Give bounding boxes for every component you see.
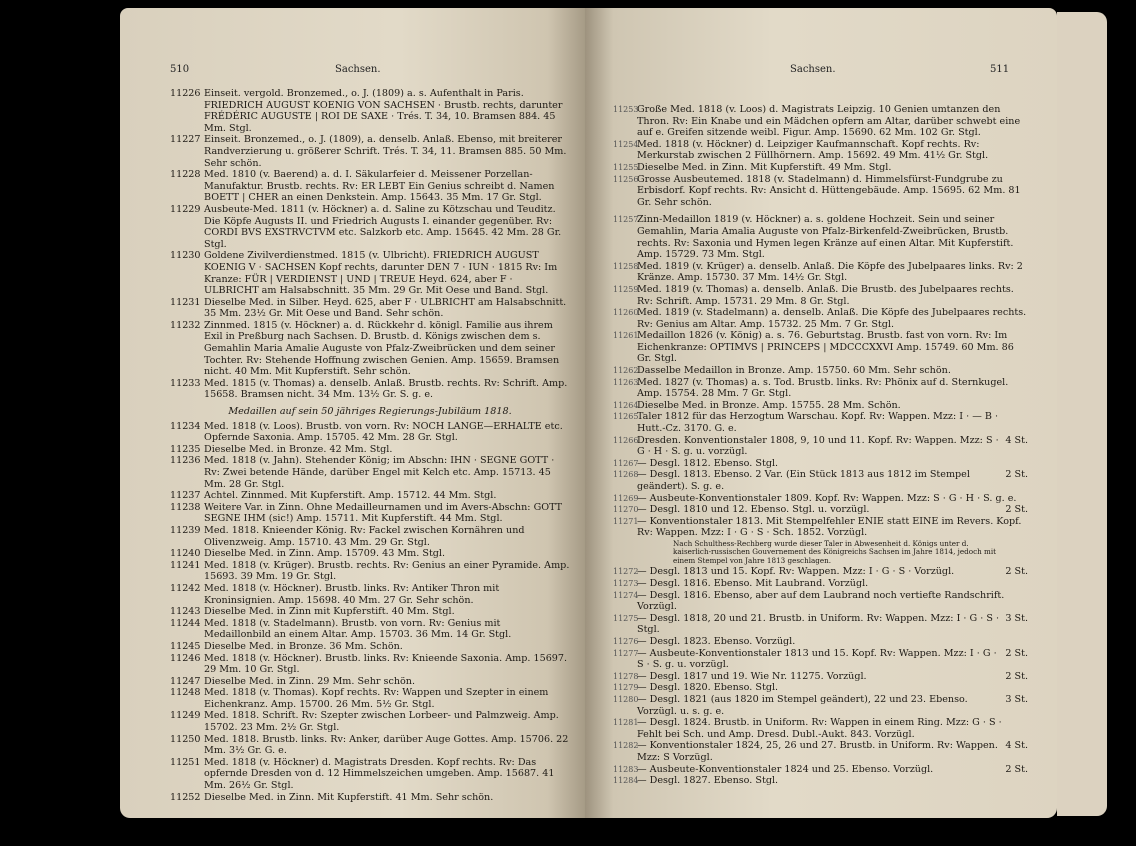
- entry-description: — Desgl. 1816. Ebenso. Mit Laubrand. Vorzügl.: [637, 578, 869, 590]
- catalog-entry: [613, 377, 1028, 400]
- entry-description: Goldene Zivilverdienstmed. 1815 (v. Ulbricht). FRIEDRICH AUGUST KOENIG V · SACHSEN Kopf rechts, darunter DEN 7 · IUN · 1815 Rv: Im Kranze: FÜR | VERDIENST | UND | TREUE Heyd. 624, aber F · ULBRICHT am Halsabschnitt. 35 Mm. 29 Gr. Mit Oese und Band. Stgl.: [204, 250, 558, 297]
- entry-number: 11255: [613, 162, 639, 172]
- catalog-entry: [613, 435, 1028, 458]
- entry-number: 11264: [613, 400, 639, 410]
- entry-quantity: 3 St.: [1005, 694, 1028, 705]
- entry-description: — Desgl. 1823. Ebenso. Vorzügl.: [637, 636, 796, 648]
- entry-number: 11230: [170, 250, 201, 262]
- entry-number: 11244: [170, 617, 201, 629]
- catalog-entry: [613, 590, 1028, 613]
- catalog-entry: [613, 578, 1028, 590]
- entry-quantity: 3 St.: [1005, 612, 1028, 624]
- entry-number: 11259: [613, 284, 639, 294]
- entry-description: — Desgl. 1810 und 12. Ebenso. Stgl. u. vorzügl.: [637, 504, 870, 516]
- entry-number: 11227: [170, 134, 201, 146]
- catalog-entry: [170, 378, 570, 401]
- entry-description: Dieselbe Med. in Zinn. Mit Kupferstift. 49 Mm. Stgl.: [637, 161, 892, 173]
- entry-description: Zinn-Medaillon 1819 (v. Höckner) a. s. goldene Hochzeit. Sein und seiner Gemahlin, Maria Amalia Auguste von Pfalz-Birkenfeld-Zweibrücken, Brustb. rechts. Rv: Saxonia und Hymen legen Kränze auf einen Altar. Mit Kupferstift. Amp. 15729. 73 Mm. Stgl.: [637, 214, 1014, 261]
- catalog-entry: [613, 307, 1028, 330]
- entry-number: 11231: [170, 296, 201, 308]
- entry-description: Med. 1819 (v. Thomas) a. denselb. Anlaß. Die Brustb. des Jubelpaares rechts. Rv: Schrift. Amp. 15731. 29 Mm. 8 Gr. Stgl.: [637, 283, 1014, 307]
- entry-number: 11270: [613, 505, 639, 515]
- entry-description: Dieselbe Med. in Zinn. Mit Kupferstift. 41 Mm. Sehr schön.: [204, 791, 494, 803]
- entry-description: — Desgl. 1820. Ebenso. Stgl.: [637, 682, 779, 694]
- catalog-entry: [170, 792, 570, 804]
- catalog-entry: [613, 504, 1028, 516]
- entry-description: Dieselbe Med. in Silber. Heyd. 625, aber F · ULBRICHT am Halsabschnitt. 35 Mm. 23½ Gr. Mit Oese und Band. Sehr schön.: [204, 296, 567, 320]
- entry-number: 11257: [613, 215, 639, 225]
- entry-description: — Ausbeute-Konventionstaler 1824 und 25. Ebenso. Vorzügl.: [637, 763, 934, 775]
- catalog-entry: [613, 411, 1028, 434]
- catalog-entry: [170, 687, 570, 710]
- entry-number: 11236: [170, 455, 201, 467]
- entry-description: Med. 1818 (v. Loos). Brustb. von vorn. Rv: NOCH LANGE—ERHALTE etc. Opfernde Saxonia. Amp. 15705. 42 Mm. 28 Gr. Stgl.: [204, 420, 563, 444]
- catalog-entry: [170, 169, 570, 204]
- entry-description: Dieselbe Med. in Zinn. 29 Mm. Sehr schön.: [204, 675, 416, 687]
- entry-description: Med. 1819 (v. Krüger) a. denselb. Anlaß. Die Köpfe des Jubelpaares links. Rv: 2 Kränze. Amp. 15730. 37 Mm. 14½ Gr. Stgl.: [637, 260, 1023, 284]
- catalog-entry: [170, 320, 570, 378]
- catalog-entry: [170, 560, 570, 583]
- entry-description: Med. 1818. Brustb. links. Rv: Anker, darüber Auge Gottes. Amp. 15706. 22 Mm. 3½ Gr. G. e.: [204, 733, 569, 757]
- entry-number: 11266: [613, 435, 639, 445]
- entry-number: 11273: [613, 579, 639, 589]
- entry-number: 11237: [170, 490, 201, 502]
- left-page: [120, 8, 585, 818]
- entry-number: 11256: [613, 174, 639, 184]
- entry-description: Dresden. Konventionstaler 1808, 9, 10 und 11. Kopf. Rv: Wappen. Mzz: S · G · H · S. g. u. vorzügl.: [637, 434, 999, 458]
- open-book: [120, 8, 1120, 818]
- entry-description: — Desgl. 1813. Ebenso. 2 Var. (Ein Stück 1813 aus 1812 im Stempel geändert). S. g. e.: [637, 469, 970, 492]
- catalog-entry: [170, 250, 570, 296]
- catalog-entry: [613, 694, 1028, 717]
- catalog-entry: [170, 444, 570, 456]
- entry-description: Medaillon 1826 (v. König) a. s. 76. Geburtstag. Brustb. fast von vorn. Rv: Im Eichenkranze: OPTIMVS | PRINCEPS | MDCCCXXVI Amp. 15749. 60 Mm. 86 Gr. Stgl.: [637, 330, 1014, 365]
- entry-description: Weitere Var. in Zinn. Ohne Medailleurnamen und im Avers-Abschn: GOTT SEGNE IHM (sic!) Amp. 15711. Mit Kupferstift. 44 Mm. Stgl.: [204, 501, 563, 525]
- entry-description: Dieselbe Med. in Bronze. 36 Mm. Schön.: [204, 640, 403, 652]
- catalog-entry: [613, 458, 1028, 470]
- entry-number: 11263: [613, 377, 639, 387]
- entry-number: 11275: [613, 613, 639, 623]
- entry-description: — Ausbeute-Konventionstaler 1809. Kopf. Rv: Wappen. Mzz: S · G · H · S. g. e.: [637, 492, 1017, 504]
- entry-quantity: 2 St.: [1005, 469, 1028, 481]
- entry-number: 11276: [613, 637, 639, 647]
- entry-number: 11271: [613, 516, 639, 526]
- catalog-entry: [170, 525, 570, 548]
- catalog-entry: [613, 284, 1028, 307]
- catalog-entry: [613, 469, 1028, 492]
- entry-description: Dieselbe Med. in Zinn. Amp. 15709. 43 Mm. Stgl.: [204, 548, 446, 560]
- catalog-entry: [613, 493, 1028, 505]
- entry-description: Med. 1818. Knieender König. Rv: Fackel zwischen Kornähren und Olivenzweig. Amp. 15710. 43 Mm. 29 Gr. Stgl.: [204, 524, 525, 548]
- entry-description: Einseit. vergold. Bronzemed., o. J. (1809) a. s. Aufenthalt in Paris. FRIEDRICH AUGUST KOENIG VON SACHSEN · Brustb. rechts, darunter FRÉDÉRIC AUGUSTE | ROI DE SAXE · Trés. T. 34, 10. Bramsen 884. 45 Mm. Stgl.: [204, 88, 563, 134]
- entry-number: 11245: [170, 640, 201, 652]
- entry-number: 11234: [170, 420, 201, 432]
- entry-quantity: 2 St.: [1005, 566, 1028, 578]
- catalog-entry: [613, 104, 1028, 139]
- right-page-text: [613, 104, 1028, 787]
- entry-description: Dieselbe Med. in Bronze. 42 Mm. Stgl.: [204, 443, 393, 455]
- entry-description: Grosse Ausbeutemed. 1818 (v. Stadelmann) d. Himmelsfürst-Fundgrube zu Erbisdorf. Kopf rechts. Rv: Ansicht d. Hüttengebäude. Amp. 15695. 62 Mm. 81 Gr. Sehr schön.: [637, 173, 1021, 208]
- catalog-entry: [170, 618, 570, 641]
- catalog-entry: [170, 502, 570, 525]
- entry-number: 11274: [613, 590, 639, 600]
- entry-description: Zinnmed. 1815 (v. Höckner) a. d. Rückkehr d. königl. Familie aus ihrem Exil in Preßburg nach Sachsen. D. Brustb. d. Königs zwischen dem s. Gemahlin Maria Amalie Auguste von Pfalz-Zweibrücken und dem seiner Tochter. Rv: Stehende Hoffnung zwischen Genien. Amp. 15659. Bramsen nicht. 40 Mm. Mit Kupferstift. Sehr schön.: [204, 319, 560, 378]
- entry-description: Dasselbe Medaillon in Bronze. Amp. 15750. 60 Mm. Sehr schön.: [637, 365, 951, 377]
- catalog-entry: [170, 734, 570, 757]
- entry-number: 11228: [170, 169, 201, 181]
- entry-description: Med. 1818 (v. Stadelmann). Brustb. von vorn. Rv: Genius mit Medaillonbild an einem Altar. Amp. 15703. 36 Mm. 14 Gr. Stgl.: [204, 617, 512, 641]
- catalog-entry: [170, 548, 570, 560]
- entry-number: 11277: [613, 648, 639, 658]
- entry-number: 11267: [613, 458, 639, 468]
- catalog-entry: [613, 682, 1028, 694]
- catalog-entry: [613, 214, 1028, 260]
- entry-number: 11238: [170, 501, 201, 513]
- entry-number: 11247: [170, 675, 201, 687]
- entry-number: 11272: [613, 567, 639, 577]
- entry-description: — Desgl. 1824. Brustb. in Uniform. Rv: Wappen in einem Ring. Mzz: G · S · Fehlt bei Sch. und Amp. Dresd. Dubl.-Aukt. 843. Vorzügl.: [637, 717, 1002, 740]
- catalog-entry: [170, 606, 570, 618]
- entry-description: Dieselbe Med. in Bronze. Amp. 15755. 28 Mm. Schön.: [637, 399, 901, 411]
- catalog-entry: [170, 490, 570, 502]
- catalog-entry: [170, 455, 570, 490]
- catalog-entry: [170, 653, 570, 676]
- entry-number: 11278: [613, 671, 639, 681]
- entry-number: 11254: [613, 139, 639, 149]
- footnote: Nach Schulthess-Rechberg wurde dieser Taler in Abwesenheit d. Königs unter d. kaiserlich-russischen Gouvernement des Königreichs Sachsen im Jahre 1814, jedoch mit einem Stempel von Jahre 1813 geschlagen.: [673, 538, 997, 565]
- catalog-entry: [613, 636, 1028, 648]
- left-page-text: [170, 88, 570, 803]
- entry-number: 11262: [613, 366, 639, 376]
- entry-quantity: 2 St.: [1005, 670, 1028, 682]
- entry-description: — Desgl. 1817 und 19. Wie Nr. 11275. Vorzügl.: [637, 670, 867, 682]
- catalog-entry: [170, 297, 570, 320]
- catalog-entry: [613, 174, 1028, 209]
- entry-number: 11251: [170, 756, 201, 768]
- catalog-entry: [613, 400, 1028, 412]
- catalog-entry: [613, 740, 1028, 763]
- catalog-entry: [613, 139, 1028, 162]
- page-number: 510: [170, 64, 190, 75]
- catalog-entry: [170, 583, 570, 606]
- section-heading: Medaillen auf sein 50 jähriges Regierungs-Jubiläum 1818.: [228, 406, 512, 418]
- entry-description: Einseit. Bronzemed., o. J. (1809), a. denselb. Anlaß. Ebenso, mit breiterer Randverzierung u. größerer Schrift. Trés. T. 34, 11. Bramsen 885. 50 Mm. Sehr schön.: [204, 134, 567, 169]
- entry-description: Achtel. Zinnmed. Mit Kupferstift. Amp. 15712. 44 Mm. Stgl.: [204, 490, 497, 502]
- entry-number: 11235: [170, 443, 201, 455]
- entry-description: — Desgl. 1816. Ebenso, aber auf dem Laubrand noch vertiefte Randschrift. Vorzügl.: [637, 589, 1005, 613]
- entry-number: 11242: [170, 582, 201, 594]
- entry-number: 11250: [170, 733, 201, 745]
- entry-description: Med. 1818 (v. Höckner). Brustb. links. Rv: Knieende Saxonia. Amp. 15697. 29 Mm. 10 Gr. Stgl.: [204, 652, 568, 676]
- page-edges: [1057, 12, 1107, 816]
- catalog-entry: [613, 330, 1028, 365]
- catalog-entry: [613, 775, 1028, 787]
- entry-description: Med. 1819 (v. Stadelmann) a. denselb. Anlaß. Die Köpfe des Jubelpaares rechts. Rv: Genius am Altar. Amp. 15732. 25 Mm. 7 Gr. Stgl.: [637, 307, 1027, 330]
- entry-description: Ausbeute-Med. 1811 (v. Höckner) a. d. Saline zu Kötzschau und Teuditz. Die Köpfe Augusts II. und Friedrich Augusts I. einander gegenüber. Rv: CORDI BVS EXSTRVCTVM etc. Salzkorb etc. Amp. 15645. 42 Mm. 28 Gr. Stgl.: [204, 203, 562, 250]
- entry-number: 11249: [170, 710, 201, 722]
- entry-number: 11232: [170, 319, 201, 331]
- entry-number: 11258: [613, 261, 639, 271]
- entry-number: 11229: [170, 203, 201, 215]
- entry-description: Med. 1818 (v. Thomas). Kopf rechts. Rv: Wappen und Szepter in einem Eichenkranz. Amp. 15700. 26 Mm. 5½ Gr. Stgl.: [204, 687, 549, 710]
- entry-number: 11233: [170, 377, 201, 389]
- entry-number: 11279: [613, 683, 639, 693]
- catalog-entry: [170, 710, 570, 733]
- running-head: Sachsen.: [790, 64, 836, 75]
- catalog-entry: [613, 764, 1028, 776]
- catalog-entry: [613, 671, 1028, 683]
- catalog-entry: [170, 134, 570, 169]
- entry-description: — Desgl. 1821 (aus 1820 im Stempel geändert), 22 und 23. Ebenso. Vorzügl. u. s. g. e.: [637, 694, 968, 717]
- entry-number: 11252: [170, 791, 201, 803]
- entry-description: — Desgl. 1827. Ebenso. Stgl.: [637, 775, 779, 787]
- entry-quantity: 2 St.: [1005, 647, 1028, 659]
- catalog-entry: [613, 162, 1028, 174]
- entry-number: 11260: [613, 308, 639, 318]
- entry-number: 11241: [170, 559, 201, 571]
- entry-number: 11248: [170, 687, 201, 699]
- entry-description: Med. 1818. Schrift. Rv: Szepter zwischen Lorbeer- und Palmzweig. Amp. 15702. 23 Mm. 2½ Gr. Stgl.: [204, 710, 559, 734]
- entry-number: 11243: [170, 606, 201, 618]
- entry-description: — Desgl. 1813 und 15. Kopf. Rv: Wappen. Mzz: I · G · S · Vorzügl.: [637, 566, 955, 578]
- entry-description: Med. 1818 (v. Höckner). Brustb. links. Rv: Antiker Thron mit Kroninsignien. Amp. 15698. 40 Mm. 27 Gr. Sehr schön.: [204, 582, 500, 606]
- entry-number: 11282: [613, 741, 639, 751]
- entry-number: 11261: [613, 331, 639, 341]
- entry-number: 11269: [613, 493, 639, 503]
- catalog-entry: [613, 365, 1028, 377]
- catalog-entry: [170, 88, 570, 134]
- catalog-entry: [170, 757, 570, 792]
- entry-description: — Konventionstaler 1824, 25, 26 und 27. Brustb. in Uniform. Rv: Wappen. Mzz: S Vorzügl.: [637, 740, 998, 763]
- entry-number: 11226: [170, 88, 201, 99]
- entry-description: Med. 1818 (v. Höckner) d. Magistrats Dresden. Kopf rechts. Rv: Das opfernde Dresden von d. 12 Himmelszeichen umgeben. Amp. 15687. 41 Mm. 26½ Gr. Stgl.: [204, 756, 555, 792]
- entry-description: Große Med. 1818 (v. Loos) d. Magistrats Leipzig. 10 Genien umtanzen den Thron. Rv: Ein Knabe und ein Mädchen opfern am Altar, darüber schwebt eine auf e. Greifen sitzende weibl. Figur. Amp. 15690. 62 Mm. 102 Gr. Stgl.: [637, 104, 1021, 139]
- entry-number: 11283: [613, 764, 639, 774]
- right-page: [585, 8, 1057, 818]
- entry-number: 11239: [170, 524, 201, 536]
- entry-description: Med. 1827 (v. Thomas) a. s. Tod. Brustb. links. Rv: Phönix auf d. Sternkugel. Amp. 15754. 28 Mm. 7 Gr. Stgl.: [637, 376, 1009, 400]
- page-number: 511: [990, 64, 1010, 75]
- entry-description: Med. 1818 (v. Höckner) d. Leipziger Kaufmannschaft. Kopf rechts. Rv: Merkurstab zwischen 2 Füllhörnern. Amp. 15692. 49 Mm. 41½ Gr. Stgl.: [637, 138, 989, 162]
- entry-description: — Desgl. 1812. Ebenso. Stgl.: [637, 457, 779, 469]
- entry-quantity: 2 St.: [1005, 504, 1028, 516]
- entry-number: 11280: [613, 695, 639, 704]
- catalog-entry: [613, 613, 1028, 636]
- catalog-entry: [613, 516, 1028, 539]
- entry-number: 11240: [170, 548, 201, 560]
- entry-number: 11253: [613, 105, 639, 114]
- running-head: Sachsen.: [335, 64, 381, 75]
- entry-description: Med. 1810 (v. Baerend) a. d. I. Säkularfeier d. Meissener Porzellan-Manufaktur. Brustb. rechts. Rv: ER LEBT Ein Genius schreibt d. Namen BOETT | CHER an einen Denkstein. Amp. 15643. 35 Mm. 17 Gr. Stgl.: [204, 169, 555, 204]
- catalog-entry: [170, 641, 570, 653]
- entry-description: Med. 1815 (v. Thomas) a. denselb. Anlaß. Brustb. rechts. Rv: Schrift. Amp. 15658. Bramsen nicht. 34 Mm. 13½ Gr. S. g. e.: [204, 377, 568, 401]
- entry-quantity: 2 St.: [1005, 763, 1028, 775]
- entry-quantity: 4 St.: [1005, 434, 1028, 446]
- entry-description: Med. 1818 (v. Krüger). Brustb. rechts. Rv: Genius an einer Pyramide. Amp. 15693. 39 Mm. 19 Gr. Stgl.: [204, 559, 570, 583]
- entry-description: — Ausbeute-Konventionstaler 1813 und 15. Kopf. Rv: Wappen. Mzz: I · G · S · S. g. u. vorzügl.: [637, 647, 997, 671]
- entry-description: Dieselbe Med. in Zinn mit Kupferstift. 40 Mm. Stgl.: [204, 606, 455, 618]
- entry-number: 11281: [613, 718, 639, 728]
- catalog-entry: [613, 261, 1028, 284]
- entry-description: Med. 1818 (v. Jahn). Stehender König; im Abschn: IHN · SEGNE GOTT · Rv: Zwei betende Hände, darüber Engel mit Kelch etc. Amp. 15713. 45 Mm. 28 Gr. Stgl.: [204, 455, 555, 490]
- entry-description: Taler 1812 für das Herzogtum Warschau. Kopf. Rv: Wappen. Mzz: I · — B · Hutt.-Cz. 3170. G. e.: [637, 411, 998, 435]
- entry-description: — Konventionstaler 1813. Mit Stempelfehler ENIE statt EINE im Revers. Kopf. Rv: Wappen. Mzz: I · G · S · Sch. 1852. Vorzügl.: [637, 515, 1022, 539]
- entry-description: — Desgl. 1818, 20 und 21. Brustb. in Uniform. Rv: Wappen. Mzz: I · G · S · Stgl.: [637, 612, 999, 636]
- entry-number: 11246: [170, 652, 201, 664]
- entry-number: 11268: [613, 470, 639, 480]
- catalog-entry: [613, 717, 1028, 740]
- entry-number: 11265: [613, 412, 639, 422]
- catalog-entry: [613, 566, 1028, 578]
- catalog-entry: [170, 421, 570, 444]
- entry-number: 11284: [613, 776, 639, 786]
- entry-quantity: 4 St.: [1005, 740, 1028, 752]
- catalog-entry: [170, 676, 570, 688]
- catalog-entry: [170, 204, 570, 250]
- catalog-entry: [613, 648, 1028, 671]
